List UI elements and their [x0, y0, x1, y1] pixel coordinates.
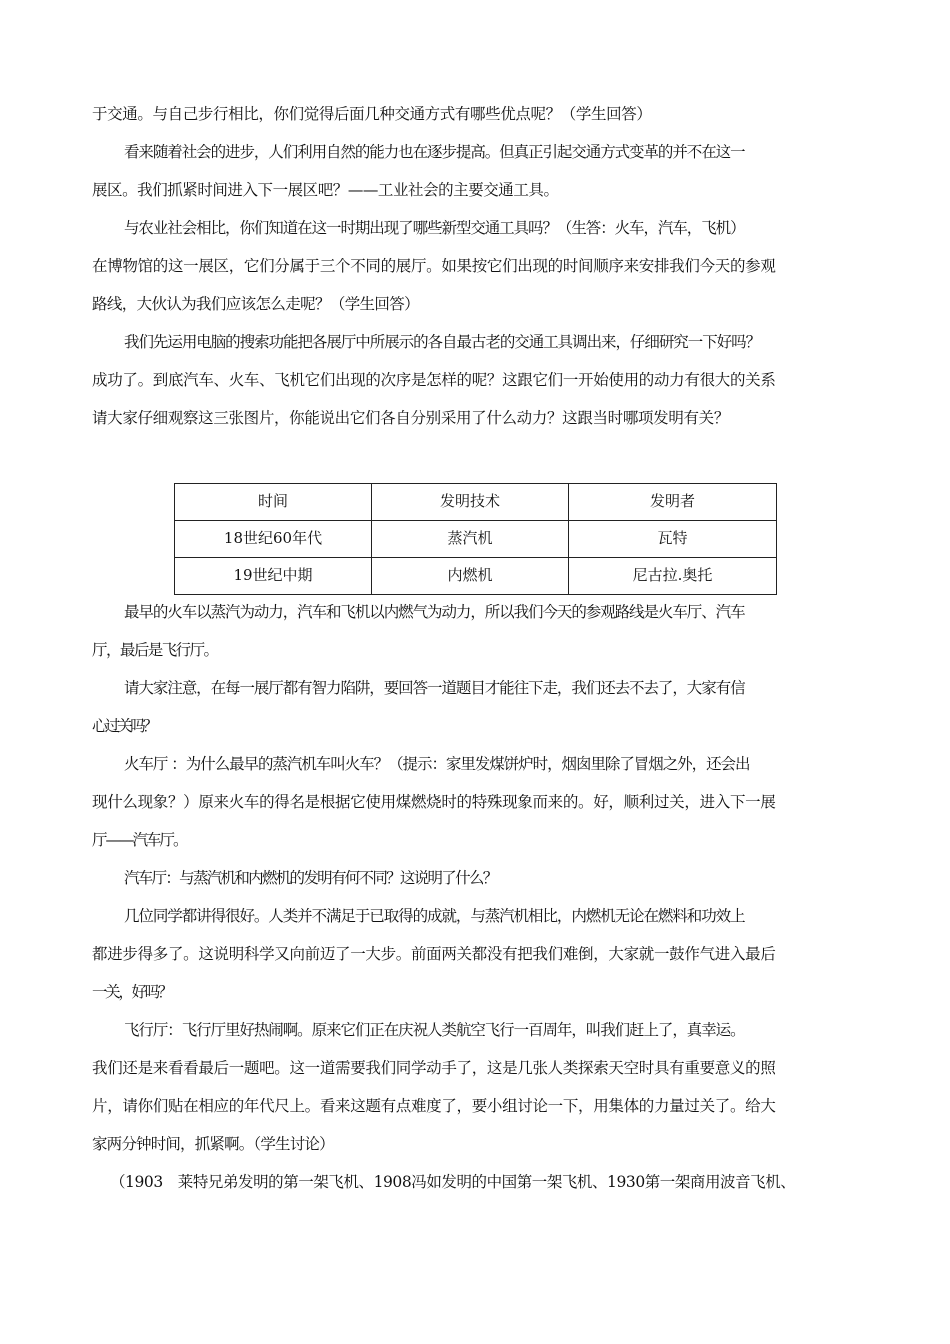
paragraph-line: 于交通。与自己步行相比，你们觉得后面几种交通方式有哪些优点呢？（学生回答）: [92, 105, 652, 123]
paragraph-line: 路线，大伙认为我们应该怎么走呢？（学生回答）: [92, 295, 420, 313]
paragraph-line: 家两分钟时间，抓紧啊。（学生讨论）: [92, 1135, 334, 1153]
paragraph-line: 请大家注意，在每一展厅都有智力陷阱，要回答一道题目才能往下走，我们还去不去了，大家有信: [124, 679, 745, 697]
paragraph-line: 火车厅 ：为什么最早的蒸汽机车叫火车？（提示：家里发煤饼炉时，烟囱里除了冒烟之外，还会出: [124, 755, 750, 773]
table-cell: 瓦特: [569, 521, 777, 558]
paragraph-line: 请大家仔细观察这三张图片，你能说出它们各自分别采用了什么动力？这跟当时哪项发明有关？: [92, 409, 730, 427]
paragraph-line: 都进步得多了。这说明科学又向前迈了一大步。前面两关都没有把我们难倒，大家就一鼓作气进入最后: [92, 945, 776, 963]
paragraph-line: 厅——汽车厅。: [92, 831, 187, 849]
paragraph-line: 片，请你们贴在相应的年代尺上。看来这题有点难度了，要小组讨论一下，用集体的力量过关了。给大: [92, 1097, 776, 1115]
paragraph-line: （1903 莱特兄弟发明的第一架飞机、1908冯如发明的中国第一架飞机、1930第一架商用波音飞机、: [110, 1173, 796, 1191]
paragraph-line: 飞行厅：飞行厅里好热闹啊。原来它们正在庆祝人类航空飞行一百周年，叫我们赶上了，真幸运。: [124, 1021, 745, 1039]
paragraph-line: 心过关吗？: [92, 717, 156, 735]
paragraph-line: 我们还是来看看最后一题吧。这一道需要我们同学动手了，这是几张人类探索天空时具有重要意义的照: [92, 1059, 776, 1077]
table-cell: 19世纪中期: [175, 558, 372, 595]
paragraph-line: 与农业社会相比，你们知道在这一时期出现了哪些新型交通工具吗？（生答：火车，汽车，飞机）: [124, 219, 745, 237]
table-cell: 内燃机: [372, 558, 569, 595]
table-cell: 蒸汽机: [372, 521, 569, 558]
paragraph-line: 现什么现象？）原来火车的得名是根据它使用煤燃烧时的特殊现象而来的。好，顺利过关，进入下一展: [92, 793, 776, 811]
paragraph-line: 成功了。到底汽车、火车、飞机它们出现的次序是怎样的呢？这跟它们一开始使用的动力有很大的关系: [92, 371, 776, 389]
table-header-cell: 发明技术: [372, 484, 569, 521]
paragraph-line: 几位同学都讲得很好。人类并不满足于已取得的成就，与蒸汽机相比，内燃机无论在燃料和功效上: [124, 907, 745, 925]
paragraph-line: 最早的火车以蒸汽为动力，汽车和飞机以内燃气为动力，所以我们今天的参观路线是火车厅、汽车: [124, 603, 745, 621]
paragraph-line: 看来随着社会的进步，人们利用自然的能力也在逐步提高。但真正引起交通方式变革的并不在这一: [124, 143, 745, 161]
paragraph-line: 展区。我们抓紧时间进入下一展区吧？——工业社会的主要交通工具。: [92, 181, 559, 199]
table-cell: 18世纪60年代: [175, 521, 372, 558]
table-row: [175, 521, 777, 558]
table-header-row: [175, 484, 777, 521]
invention-table: [174, 483, 777, 595]
table-header-cell: 时间: [175, 484, 372, 521]
table-row: [175, 558, 777, 595]
table-cell: 尼古拉.奥托: [569, 558, 777, 595]
paragraph-line: 我们先运用电脑的搜索功能把各展厅中所展示的各自最古老的交通工具调出来，仔细研究一下好吗？: [124, 333, 761, 351]
paragraph-line: 一关，好吗？: [92, 983, 172, 1001]
paragraph-line: 汽车厅：与蒸汽机和内燃机的发明有何不同？这说明了什么？: [124, 869, 497, 887]
paragraph-line: 厅，最后是飞行厅。: [92, 641, 218, 659]
paragraph-line: 在博物馆的这一展区，它们分属于三个不同的展厅。如果按它们出现的时间顺序来安排我们今天的参观: [92, 257, 776, 275]
table-header-cell: 发明者: [569, 484, 777, 521]
